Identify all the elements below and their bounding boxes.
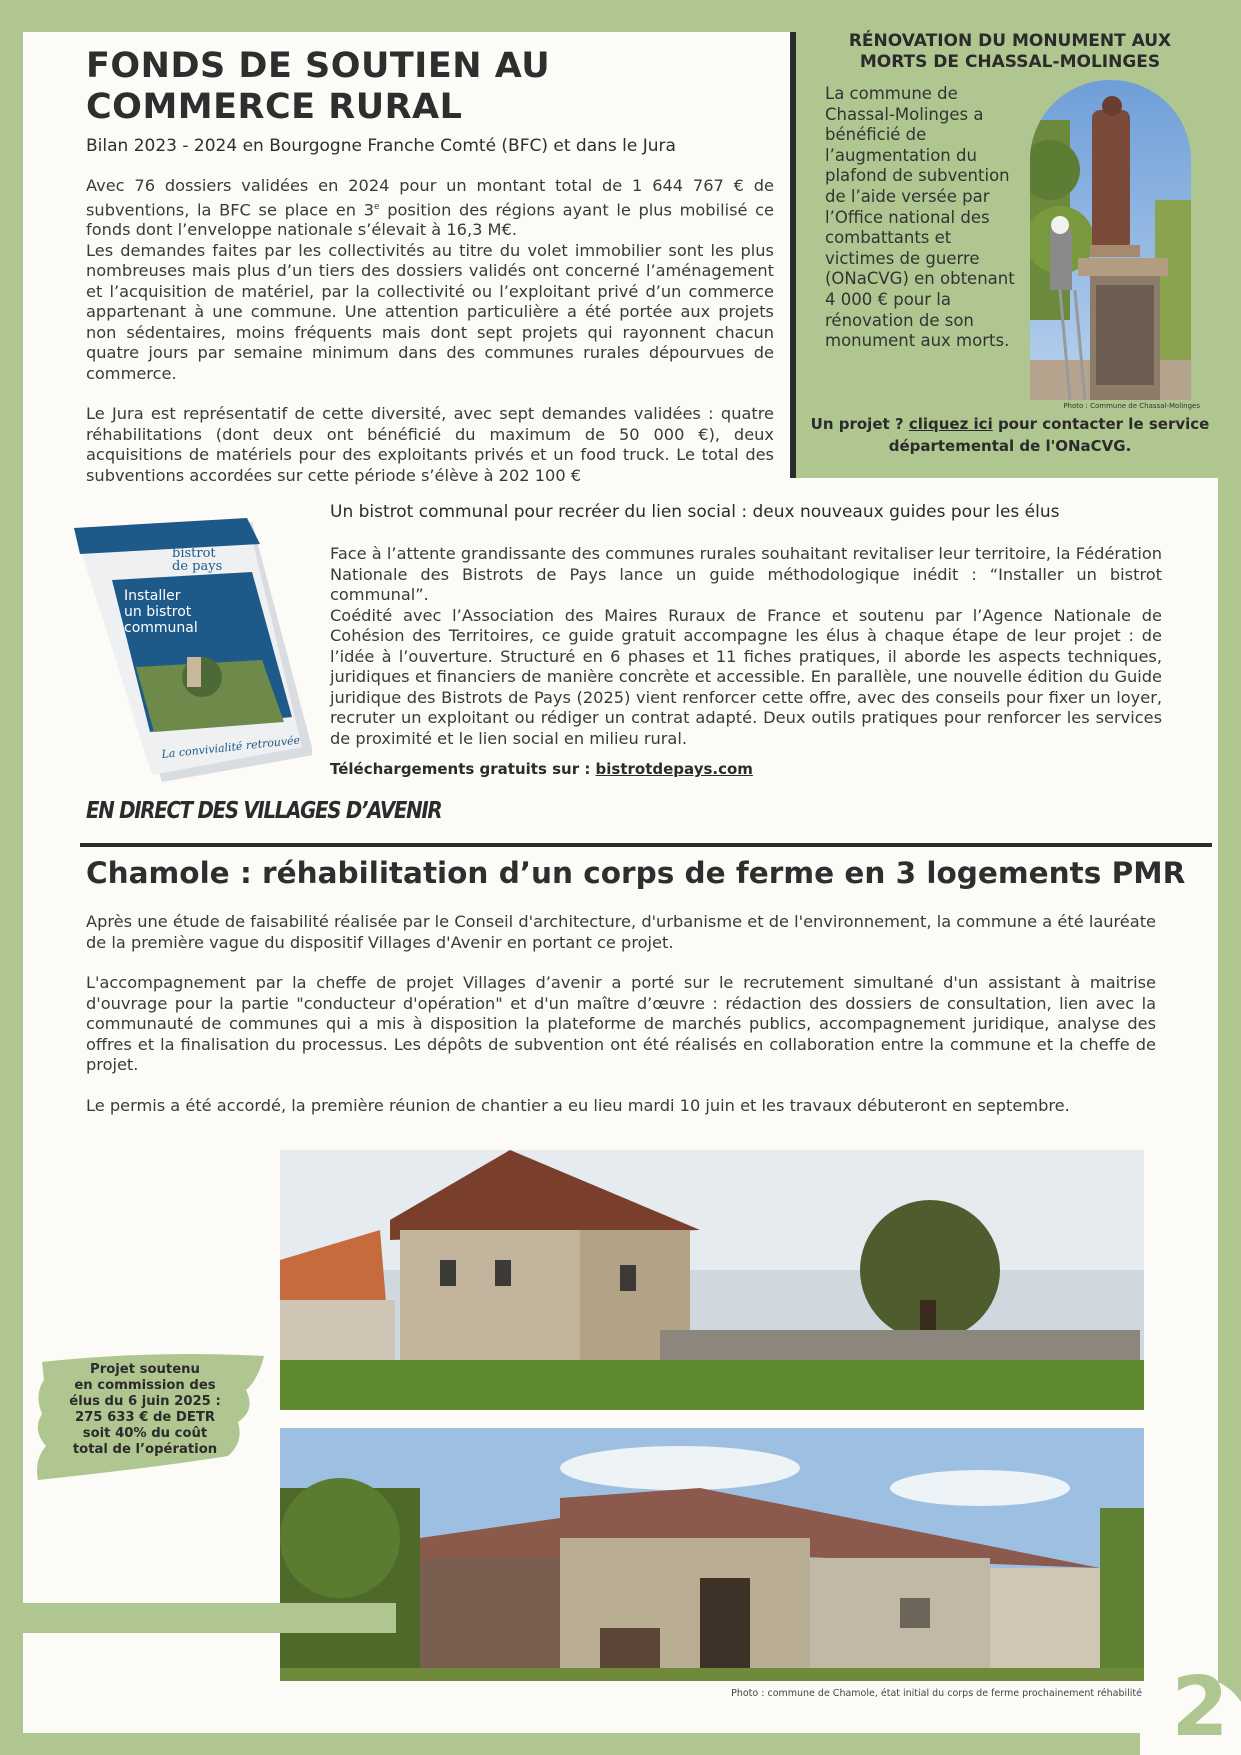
section-tag: EN DIRECT DES VILLAGES D’AVENIR [86,798,442,824]
sidebar-title [800,31,1220,73]
monument-photo [1030,80,1191,400]
funding-badge [50,1362,240,1458]
bistrot-title: Un bistrot communal pour recréer du lien social : deux nouveaux guides pour les élus [330,502,1060,522]
article-body [86,176,774,384]
badge-line: soit 40% du coût [82,1426,208,1441]
page-number: 2 [1171,1660,1229,1755]
sidebar-title-line2: MORTS DE CHASSAL-MOLINGES [859,52,1161,72]
bistrot-body [330,544,1162,749]
cover-title-line1: Installer [124,588,181,604]
bistrot-guide-cover [52,492,312,792]
chamole-paragraph-3: Le permis a été accordé, la première réunion de chantier a eu lieu mardi 10 juin et les travaux débuteront en septembre. [86,1095,1070,1115]
article-paragraph-2: Les demandes faites par les collectivités au titre du volet immobilier sont les plus nombreuses mais plus d’un tiers des dossiers validés ont concerné l’aménagement et l’acquisition de matériel, par la collectivité ou l’exploitant privé d’un commerce appartenant à une commune. Une attention particulière a été portée aux projets non sédentaires, moins fréquents mais dont sept projets qui rayonnent chacun quatre jours par semaine minimum dans des communes rurales dépourvues de commerce. [86,240,774,383]
download-label: Téléchargements gratuits sur : [330,760,596,778]
badge-line: total de l’opération [72,1442,218,1457]
badge-line: élus du 6 juin 2025 : [69,1394,221,1409]
cover-brand-line2: de pays [172,559,223,574]
farm-photo-front [280,1150,1144,1410]
sidebar-divider [790,32,796,478]
sidebar-cta-prefix: Un projet ? [810,415,909,433]
paragraph-spacer [86,1076,1156,1096]
chamole-body [86,912,1156,1116]
farm-photo-caption: Photo : commune de Chamole, état initial du corps de ferme prochainement réhabilité [731,1688,1142,1699]
article-paragraph-3: Le Jura est représentatif de cette diversité, avec sept demandes validées : quatre réhabilitations (dont deux ont bénéficié du maximum de 50 000 €), deux acquisitions de matériels pour des exploitants privés et un food truck. Le total des subventions accordées sur cette période s’élève à 202 100 € [86,404,774,485]
article-title-line2: COMMERCE RURAL [86,87,463,127]
article-paragraph-1 [86,176,774,241]
monument-photo-caption: Photo : Commune de Chassal-Molinges [1063,402,1200,410]
cover-tagline: La convivialité retrouvée [160,733,301,761]
article-paragraph-1-end: position des régions ayant le plus mobilisé ce fonds dont l’enveloppe nationale s’élevait à 16,3 M€. [86,199,774,240]
cover-brand-line1: bistrot [172,546,216,561]
sidebar-cta-suffix: pour contacter le service départemental de l'ONaCVG. [888,415,1210,455]
sidebar-text: La commune de Chassal-Molinges a bénéficié de l’augmentation du plafond de subvention de l’aide versée par l’Office national des combattants et victimes de guerre (ONaCVG) en obtenant 4 000 € pour la rénovation de son monument aux morts. [825,84,1015,351]
chamole-title: Chamole : réhabilitation d’un corps de ferme en 3 logements PMR [86,856,1186,890]
contact-link[interactable]: cliquez ici [908,415,993,433]
badge-line: 275 633 € de DETR [74,1410,216,1425]
bistrotdepays-link[interactable]: bistrotdepays.com [595,760,753,778]
download-line [330,760,1162,778]
sidebar-title-line1: RÉNOVATION DU MONUMENT AUX [848,31,1172,51]
badge-line: Projet soutenu [90,1362,200,1377]
section-divider [80,843,1212,847]
bistrot-paragraph-1: Face à l’attente grandissante des communes rurales souhaitant revitaliser leur territoire, la Fédération Nationale des Bistrots de Pays lance un guide méthodologique inédit : “Installer un bistrot communal”. [330,544,1162,604]
badge-line: en commission des [74,1378,216,1393]
chamole-paragraph-1: Après une étude de faisabilité réalisée par le Conseil d'architecture, d'urbanisme et de l'environnement, la commune a été lauréate de la première vague du dispositif Villages d'Avenir en portant ce projet. [86,912,1156,952]
ordinal-suffix: e [374,201,380,212]
cover-title-line2: un bistrot [124,604,192,620]
article-title-line1: FONDS DE SOUTIEN AU [86,46,551,86]
article-subtitle: Bilan 2023 - 2024 en Bourgogne Franche Comté (BFC) et dans le Jura [86,136,676,156]
cover-title-line3: communal [124,620,198,636]
chamole-paragraph-2: L'accompagnement par la cheffe de projet Villages d’avenir a porté sur le recrutement simultané d'un assistant à maitrise d'ouvrage pour la partie "conducteur d'opération" et d'un maître d’œuvre : rédaction des dossiers de consultation, lien avec la communauté de communes qui a mis à disposition la plateforme de marchés publics, accompagnement juridique, analyse des offres et la finalisation du processus. Les dépôts de subvention ont été réalisés en collaboration entre la commune et la cheffe de projet. [86,973,1156,1074]
article-paragraph-1-start: Avec 76 dossiers validées en 2024 pour un montant total de 1 644 767 € de subventions, la BFC se place en 3 [86,176,774,219]
paragraph-spacer [86,953,1156,973]
farm-photo-barn [280,1428,1144,1681]
decorative-band [23,1603,396,1633]
article-title [86,46,726,128]
sidebar-cta [800,413,1220,457]
bistrot-paragraph-2: Coédité avec l’Association des Maires Ruraux de France et soutenu par l’Agence Nationale de Cohésion des Territoires, ce guide gratuit accompagne les élus à chaque étape de leur projet : de l’idée à l’ouverture. Structuré en 6 phases et 11 fiches pratiques, il aborde les aspects techniques, juridiques et financiers de manière concrète et accessible. En parallèle, une nouvelle édition du Guide juridique des Bistrots de Pays (2025) vient renforcer cette offre, avec des conseils pour fixer un loyer, recruter un exploitant ou rédiger un contrat adapté. Deux outils pratiques pour renforcer les services de proximité et le lien social en milieu rural. [330,605,1162,748]
